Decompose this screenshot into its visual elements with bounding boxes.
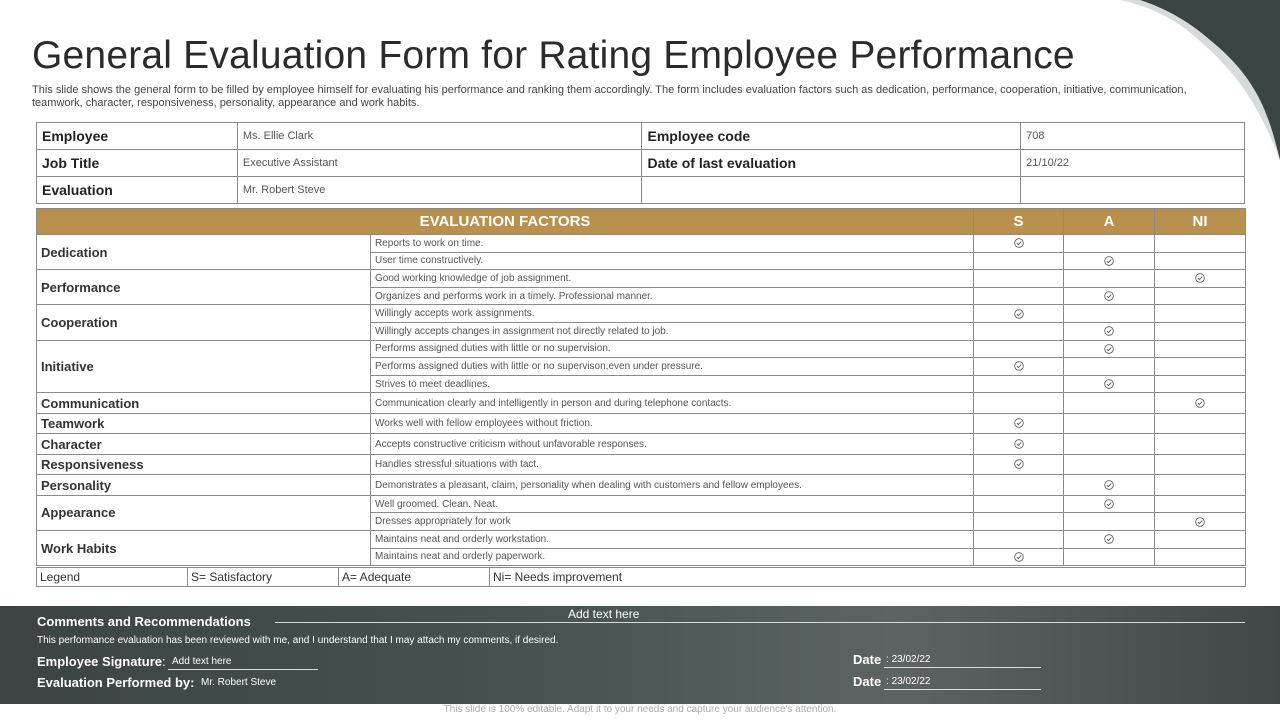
check-circle-icon (1104, 343, 1114, 354)
signature-date-label: Date (853, 652, 882, 667)
empty-cell[interactable] (642, 177, 1021, 204)
employee-info-table (36, 122, 1245, 204)
rating-cell-a[interactable] (1064, 393, 1155, 414)
rating-cell-a[interactable] (1064, 252, 1155, 270)
factor-name: Teamwork (37, 413, 371, 434)
rating-cell-s[interactable] (974, 340, 1064, 358)
last-eval-label: Date of last evaluation (642, 150, 1021, 177)
rating-cell-a[interactable] (1064, 358, 1155, 376)
rating-cell-ni[interactable] (1155, 287, 1246, 305)
rating-cell-ni[interactable] (1155, 235, 1246, 253)
header-adequate: A (1064, 209, 1155, 235)
rating-cell-a[interactable] (1064, 305, 1155, 323)
comments-title: Comments and Recommendations (37, 614, 251, 629)
factor-name: Initiative (37, 340, 371, 393)
rating-cell-a[interactable] (1064, 413, 1155, 434)
page-subtitle: This slide shows the general form to be filled by employee himself for evaluating his performance and ranking them accordingly. The form includes evaluation factors such as dedication, performance, cooperation, initiative, communication, teamwork, character, responsiveness, personality, appearance and work habits. (32, 84, 1187, 109)
rating-cell-a[interactable] (1064, 548, 1155, 566)
last-eval-value[interactable]: 21/10/22 (1021, 150, 1245, 177)
page-title: General Evaluation Form for Rating Employee Performance (32, 34, 1075, 77)
criteria-text: Handles stressful situations with tact. (371, 454, 974, 475)
check-circle-icon (1104, 534, 1114, 545)
rating-cell-ni[interactable] (1155, 531, 1246, 549)
editable-note: This slide is 100% editable. Adapt it to your needs and capture your audience's attention. (443, 704, 837, 715)
criteria-text: Dresses appropriately for work (371, 513, 974, 531)
header-evaluation-factors: EVALUATION FACTORS (37, 209, 974, 235)
table-row (37, 413, 1246, 434)
legend-adequate: A= Adequate (339, 568, 490, 587)
criteria-text: Reports to work on time. (371, 235, 974, 253)
criteria-text: Demonstrates a pleasant, claim, personality when dealing with customers and fellow employees. (371, 475, 974, 496)
factor-name: Character (37, 434, 371, 455)
table-row (37, 235, 1246, 253)
review-statement: This performance evaluation has been reviewed with me, and I understand that I may attach my comments, if desired. (37, 635, 559, 646)
rating-cell-s[interactable] (974, 434, 1064, 455)
criteria-text: Strives to meet deadlines. (371, 375, 974, 393)
check-circle-icon (1014, 308, 1024, 319)
rating-cell-a[interactable] (1064, 495, 1155, 513)
criteria-text: Maintains neat and orderly workstation. (371, 531, 974, 549)
rating-cell-a[interactable] (1064, 454, 1155, 475)
performed-date-label: Date (853, 674, 882, 689)
check-circle-icon (1195, 516, 1205, 527)
rating-cell-s[interactable] (974, 287, 1064, 305)
check-circle-icon (1104, 291, 1114, 302)
criteria-text: Accepts constructive criticism without unfavorable responses. (371, 434, 974, 455)
check-circle-icon (1195, 273, 1205, 284)
rating-cell-a[interactable] (1064, 235, 1155, 253)
check-circle-icon (1104, 255, 1114, 266)
rating-cell-ni[interactable] (1155, 270, 1246, 288)
rating-cell-a[interactable] (1064, 270, 1155, 288)
table-row (37, 393, 1246, 414)
check-circle-icon (1014, 551, 1024, 562)
rating-cell-s[interactable] (974, 305, 1064, 323)
factor-name: Personality (37, 475, 371, 496)
rating-cell-ni[interactable] (1155, 513, 1246, 531)
rating-cell-ni[interactable] (1155, 475, 1246, 496)
table-row (37, 475, 1246, 496)
rating-cell-ni[interactable] (1155, 413, 1246, 434)
employee-signature-label: Employee Signature: (37, 654, 166, 669)
rating-cell-ni[interactable] (1155, 340, 1246, 358)
check-circle-icon (1104, 499, 1114, 510)
info-row (37, 123, 1245, 150)
criteria-text: Maintains neat and orderly paperwork. (371, 548, 974, 566)
job-title-label: Job Title (37, 150, 238, 177)
rating-cell-s[interactable] (974, 252, 1064, 270)
check-circle-icon (1014, 439, 1024, 450)
rating-cell-s[interactable] (974, 475, 1064, 496)
check-circle-icon (1014, 418, 1024, 429)
header-satisfactory: S (974, 209, 1064, 235)
criteria-text: Willingly accepts work assignments. (371, 305, 974, 323)
criteria-text: Willingly accepts changes in assignment not directly related to job. (371, 322, 974, 340)
criteria-text: Well groomed. Clean. Neat. (371, 495, 974, 513)
info-row (37, 177, 1245, 204)
table-row (37, 495, 1246, 513)
factor-name: Dedication (37, 235, 371, 270)
rating-cell-a[interactable] (1064, 513, 1155, 531)
criteria-text: Communication clearly and intelligently in person and during telephone contacts. (371, 393, 974, 414)
criteria-text: Works well with fellow employees without friction. (371, 413, 974, 434)
employee-code-value[interactable]: 708 (1021, 123, 1245, 150)
rating-cell-ni[interactable] (1155, 322, 1246, 340)
rating-cell-ni[interactable] (1155, 434, 1246, 455)
legend-needs-improvement: Ni= Needs improvement (490, 568, 1246, 587)
performed-date-field[interactable]: : 23/02/22 (886, 676, 931, 687)
rating-cell-s[interactable] (974, 513, 1064, 531)
legend-satisfactory: S= Satisfactory (188, 568, 339, 587)
rating-cell-ni[interactable] (1155, 375, 1246, 393)
add-text-placeholder[interactable]: Add text here (568, 607, 640, 621)
rating-cell-s[interactable] (974, 548, 1064, 566)
rating-cell-ni[interactable] (1155, 358, 1246, 376)
check-circle-icon (1014, 459, 1024, 470)
evaluation-value[interactable]: Mr. Robert Steve (237, 177, 642, 204)
table-row (37, 305, 1246, 323)
table-row (37, 454, 1246, 475)
legend-label: Legend (37, 568, 188, 587)
rating-cell-s[interactable] (974, 358, 1064, 376)
factor-name: Performance (37, 270, 371, 305)
employee-code-label: Employee code (642, 123, 1021, 150)
performed-by-value[interactable]: Mr. Robert Steve (201, 677, 277, 688)
factor-name: Appearance (37, 495, 371, 530)
performed-by-label: Evaluation Performed by: (37, 675, 195, 690)
job-title-value[interactable]: Executive Assistant (237, 150, 642, 177)
rating-cell-ni[interactable] (1155, 495, 1246, 513)
legend-row (37, 568, 1246, 587)
rating-cell-s[interactable] (974, 454, 1064, 475)
criteria-text: Performs assigned duties with little or no supervison,even under pressure. (371, 358, 974, 376)
check-circle-icon (1104, 480, 1114, 491)
rating-cell-s[interactable] (974, 413, 1064, 434)
date-underline (884, 689, 1041, 690)
rating-cell-a[interactable] (1064, 434, 1155, 455)
criteria-text: Good working knowledge of job assignment. (371, 270, 974, 288)
comments-divider (275, 622, 1245, 623)
rating-cell-a[interactable] (1064, 375, 1155, 393)
rating-cell-ni[interactable] (1155, 454, 1246, 475)
rating-cell-a[interactable] (1064, 475, 1155, 496)
legend-table (36, 567, 1246, 587)
rating-cell-a[interactable] (1064, 287, 1155, 305)
evaluation-label: Evaluation (37, 177, 238, 204)
evaluation-factors-table (36, 208, 1246, 566)
criteria-text: Organizes and performs work in a timely. Professional manner. (371, 287, 974, 305)
rating-cell-s[interactable] (974, 270, 1064, 288)
factor-name: Work Habits (37, 531, 371, 566)
rating-cell-ni[interactable] (1155, 252, 1246, 270)
employee-label: Employee (37, 123, 238, 150)
info-row (37, 150, 1245, 177)
table-row (37, 531, 1246, 549)
rating-cell-s[interactable] (974, 393, 1064, 414)
rating-cell-ni[interactable] (1155, 305, 1246, 323)
table-header-row (37, 209, 1246, 235)
rating-cell-a[interactable] (1064, 340, 1155, 358)
criteria-text: User time constructively. (371, 252, 974, 270)
signature-date-field[interactable]: : 23/02/22 (886, 654, 931, 665)
employee-signature-field[interactable]: Add text here (172, 656, 232, 667)
rating-cell-ni[interactable] (1155, 548, 1246, 566)
criteria-text: Performs assigned duties with little or no supervision. (371, 340, 974, 358)
check-circle-icon (1104, 326, 1114, 337)
factor-name: Responsiveness (37, 454, 371, 475)
header-needs-improvement: NI (1155, 209, 1246, 235)
rating-cell-a[interactable] (1064, 322, 1155, 340)
table-row (37, 270, 1246, 288)
date-underline (884, 667, 1041, 668)
table-row (37, 340, 1246, 358)
employee-value[interactable]: Ms. Ellie Clark (237, 123, 642, 150)
check-circle-icon (1014, 238, 1024, 249)
signature-underline (168, 669, 318, 670)
empty-cell[interactable] (1021, 177, 1245, 204)
rating-cell-s[interactable] (974, 322, 1064, 340)
check-circle-icon (1104, 379, 1114, 390)
rating-cell-s[interactable] (974, 235, 1064, 253)
rating-cell-a[interactable] (1064, 531, 1155, 549)
rating-cell-s[interactable] (974, 495, 1064, 513)
factor-name: Cooperation (37, 305, 371, 340)
evaluation-table-body (37, 235, 1246, 566)
check-circle-icon (1014, 361, 1024, 372)
rating-cell-s[interactable] (974, 531, 1064, 549)
rating-cell-ni[interactable] (1155, 393, 1246, 414)
check-circle-icon (1195, 398, 1205, 409)
table-row (37, 434, 1246, 455)
comments-footer (0, 606, 1280, 704)
rating-cell-s[interactable] (974, 375, 1064, 393)
factor-name: Communication (37, 393, 371, 414)
